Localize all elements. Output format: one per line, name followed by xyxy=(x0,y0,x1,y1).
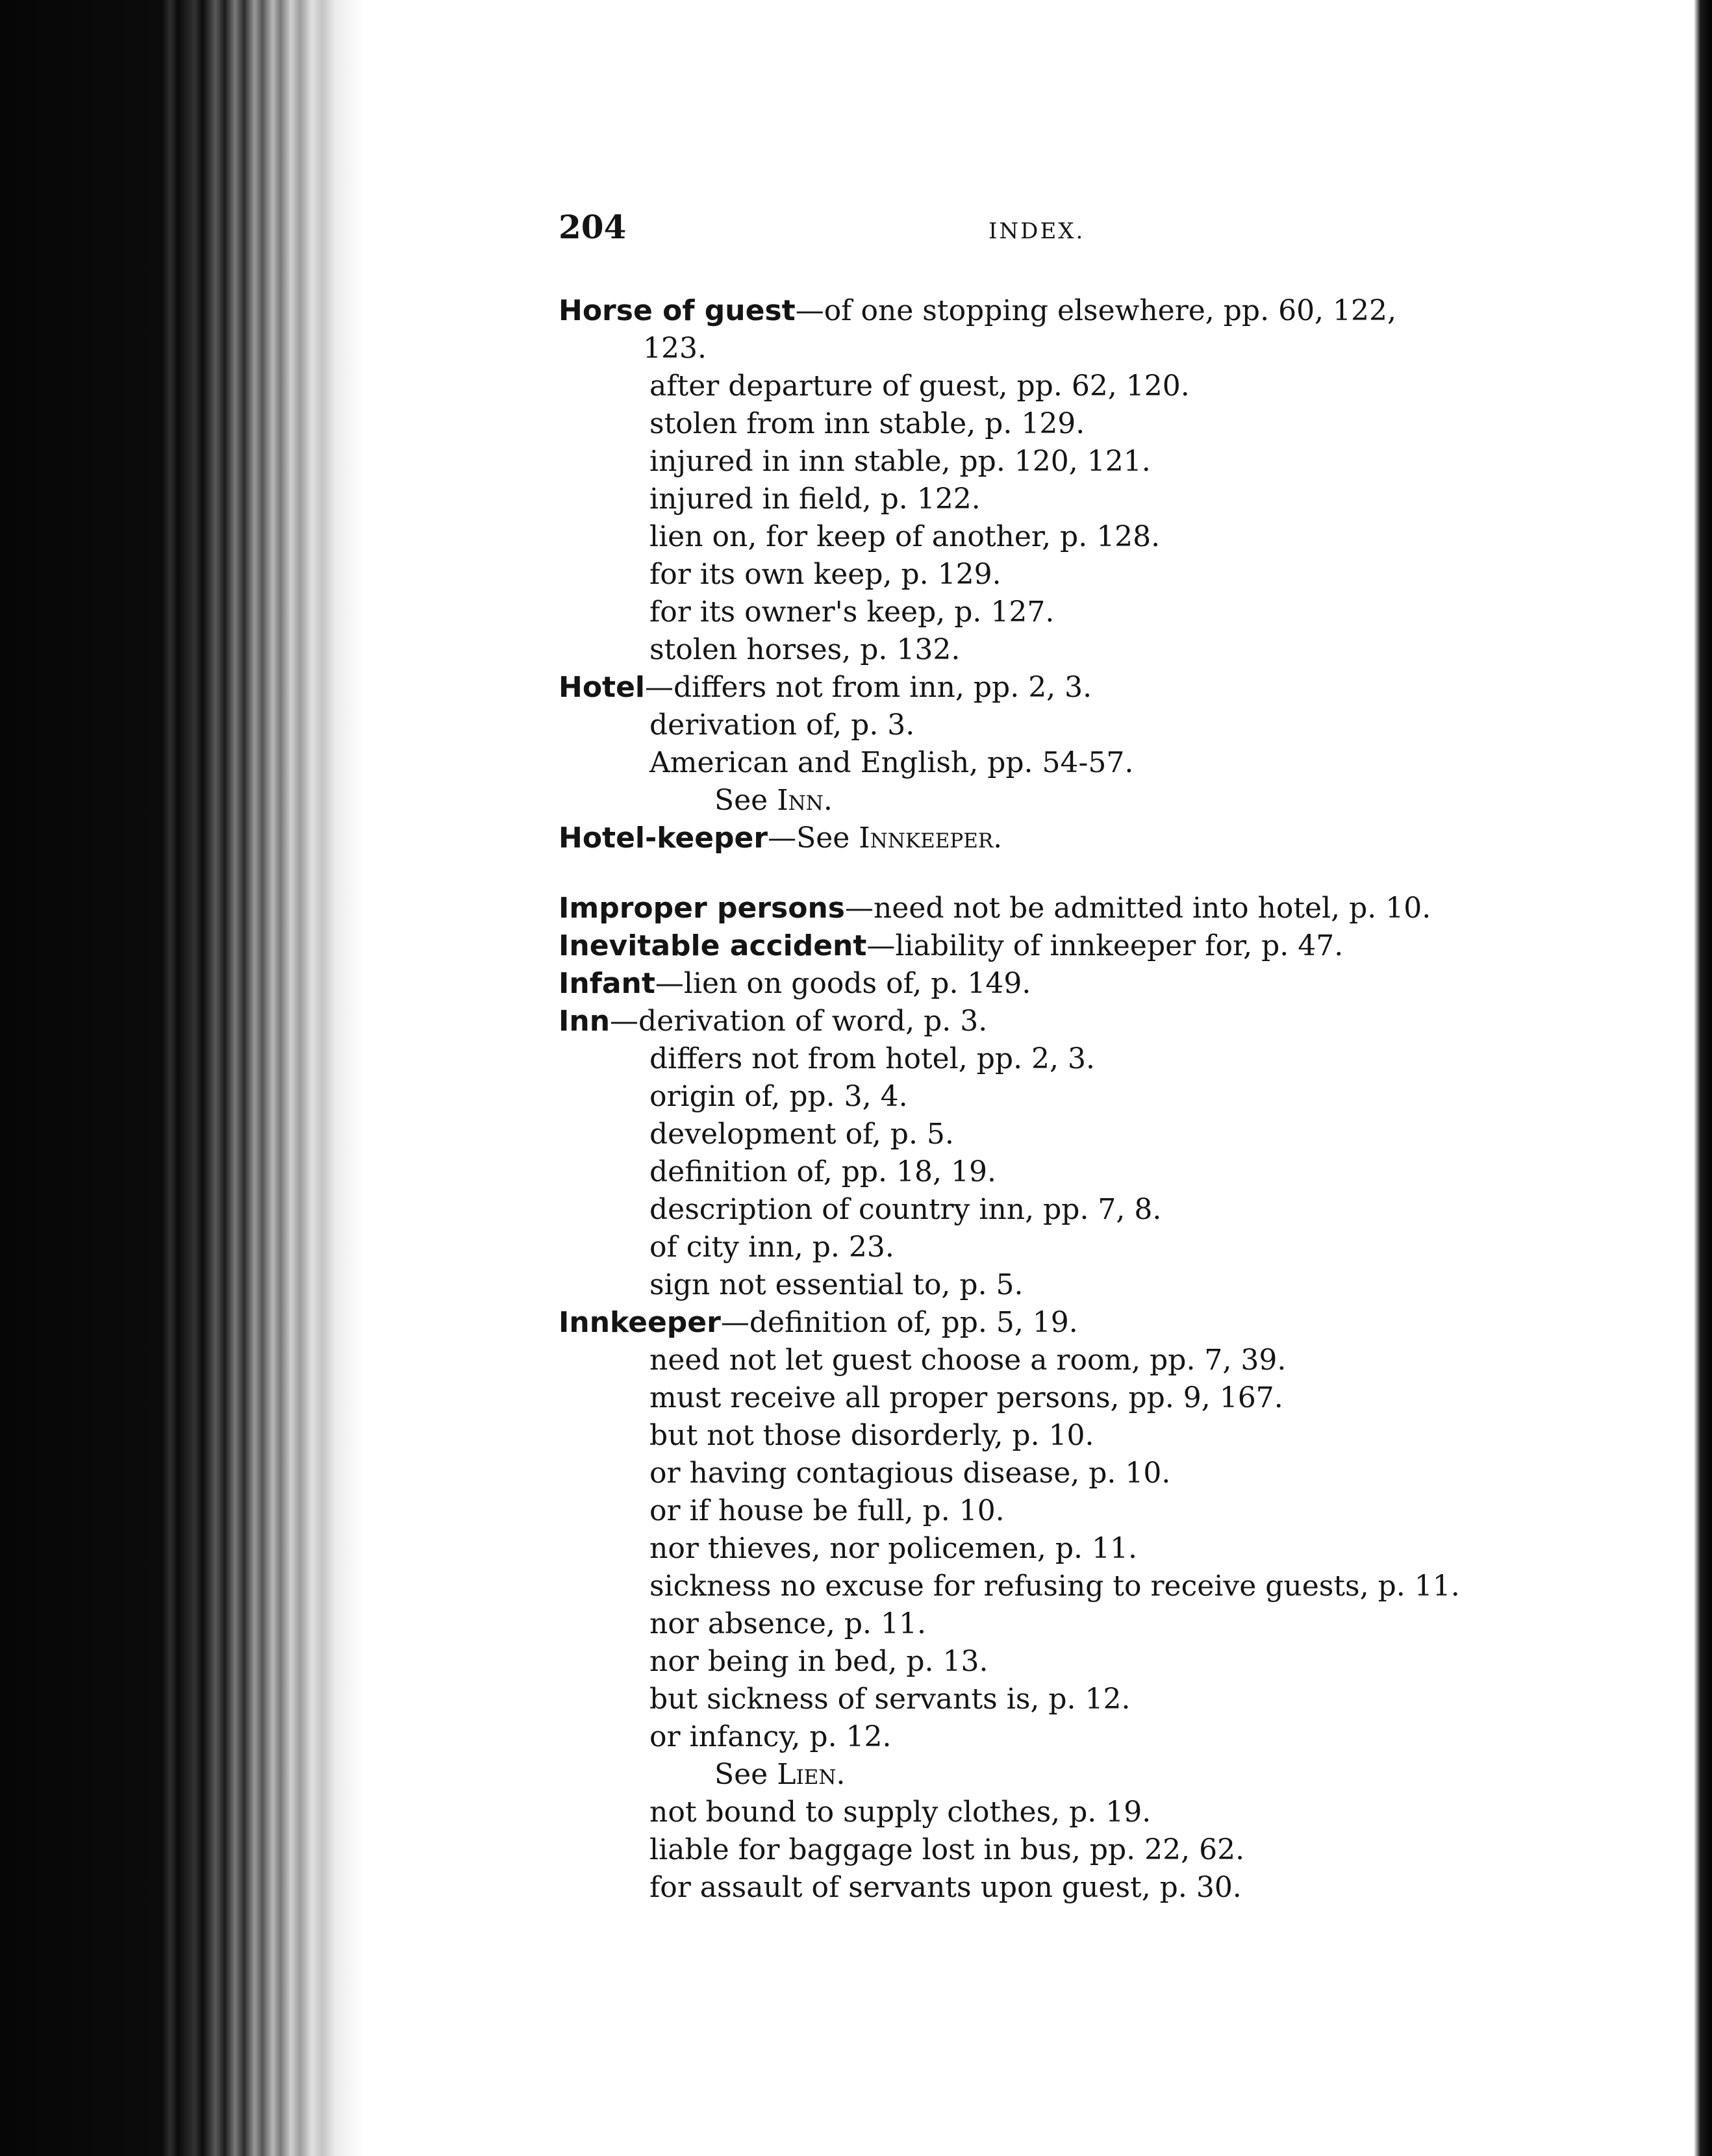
subentry: sign not essential to, p. 5. xyxy=(649,1268,1024,1301)
subentry: after departure of guest, pp. 62, 120. xyxy=(649,370,1190,403)
subentry: or if house be full, p. 10. xyxy=(649,1494,1005,1527)
entry-heading: Hotel xyxy=(559,671,646,704)
subentry: but sickness of servants is, p. 12. xyxy=(649,1683,1131,1716)
index-entry-inn xyxy=(559,1003,1546,1040)
entry-heading: Innkeeper xyxy=(559,1306,721,1339)
cross-reference: Innkeeper. xyxy=(859,821,1003,855)
entry-text: —differs not from inn, pp. 2, 3. xyxy=(645,671,1092,704)
entry-heading: Inevitable accident xyxy=(559,929,867,962)
entry-text: —lien on goods of, p. 149. xyxy=(655,967,1031,1000)
subentry: development of, p. 5. xyxy=(649,1118,954,1151)
index-entry-horse-of-guest xyxy=(559,292,1546,330)
subentry: must receive all proper persons, pp. 9, 167. xyxy=(649,1381,1283,1414)
subentry: differs not from hotel, pp. 2, 3. xyxy=(649,1042,1095,1075)
page-number: 204 xyxy=(559,208,627,246)
index-entry-hotel-keeper xyxy=(559,820,1546,857)
subentry: injured in inn stable, pp. 120, 121. xyxy=(649,445,1151,478)
entry-text: —need not be admitted into hotel, p. 10. xyxy=(844,892,1431,925)
subentry: injured in field, p. 122. xyxy=(649,483,981,516)
page-right-edge xyxy=(1694,0,1712,2156)
subentry: need not let guest choose a room, pp. 7, 39. xyxy=(649,1344,1287,1377)
entry-heading: Hotel-keeper xyxy=(559,821,768,855)
entry-text: —liability of innkeeper for, p. 47. xyxy=(866,929,1344,962)
subentry: liable for baggage lost in bus, pp. 22, 62. xyxy=(649,1833,1245,1866)
index-entry-infant xyxy=(559,965,1546,1003)
entry-heading: Improper persons xyxy=(559,892,845,925)
subentry: stolen horses, p. 132. xyxy=(649,633,961,666)
subentry: lien on, for keep of another, p. 128. xyxy=(649,520,1161,553)
entry-text: —definition of, pp. 5, 19. xyxy=(720,1306,1078,1339)
entry-text: —derivation of word, p. 3. xyxy=(610,1005,988,1038)
see-reference: See Lien. xyxy=(714,1758,846,1791)
section-gap xyxy=(559,857,1546,890)
subentry: American and English, pp. 54-57. xyxy=(649,746,1134,779)
entry-heading: Horse of guest xyxy=(559,294,796,327)
subentry: description of country inn, pp. 7, 8. xyxy=(649,1193,1162,1226)
subentry: stolen from inn stable, p. 129. xyxy=(649,407,1085,440)
running-head: INDEX. xyxy=(988,218,1085,244)
cross-reference: Inn. xyxy=(777,784,833,817)
subentry: nor being in bed, p. 13. xyxy=(649,1645,988,1678)
index-entry-hotel xyxy=(559,669,1546,707)
subentry: nor absence, p. 11. xyxy=(649,1607,926,1640)
see-reference: See Inn. xyxy=(714,784,833,817)
cross-reference: Lien. xyxy=(777,1758,846,1791)
book-spine-edge xyxy=(0,0,364,2156)
entry-heading: Infant xyxy=(559,967,655,1000)
subentry: for assault of servants upon guest, p. 30. xyxy=(649,1871,1242,1904)
subentry: not bound to supply clothes, p. 19. xyxy=(649,1796,1152,1829)
index-page xyxy=(559,208,1546,1961)
index-entries xyxy=(559,292,1546,1907)
subentry: origin of, pp. 3, 4. xyxy=(649,1080,908,1113)
subentry: sickness no excuse for refusing to receive guests, p. 11. xyxy=(649,1570,1460,1603)
subentry: derivation of, p. 3. xyxy=(649,708,915,742)
entry-heading: Inn xyxy=(559,1005,611,1038)
subentry: for its owner's keep, p. 127. xyxy=(649,595,1055,629)
entry-continuation: 123. xyxy=(643,332,707,365)
subentry: nor thieves, nor policemen, p. 11. xyxy=(649,1532,1137,1565)
index-entry-improper-persons xyxy=(559,890,1546,927)
entry-text: —of one stopping elsewhere, pp. 60, 122, xyxy=(795,294,1396,327)
index-entry-inevitable-accident xyxy=(559,927,1546,965)
subentry: or infancy, p. 12. xyxy=(649,1720,892,1753)
index-entry-innkeeper xyxy=(559,1304,1546,1342)
subentry: definition of, pp. 18, 19. xyxy=(649,1155,996,1188)
subentry: or having contagious disease, p. 10. xyxy=(649,1457,1171,1490)
subentry: of city inn, p. 23. xyxy=(649,1231,894,1264)
subentry: but not those disorderly, p. 10. xyxy=(649,1419,1094,1452)
subentry: for its own keep, p. 129. xyxy=(649,558,1001,591)
entry-text: —See xyxy=(768,821,859,855)
